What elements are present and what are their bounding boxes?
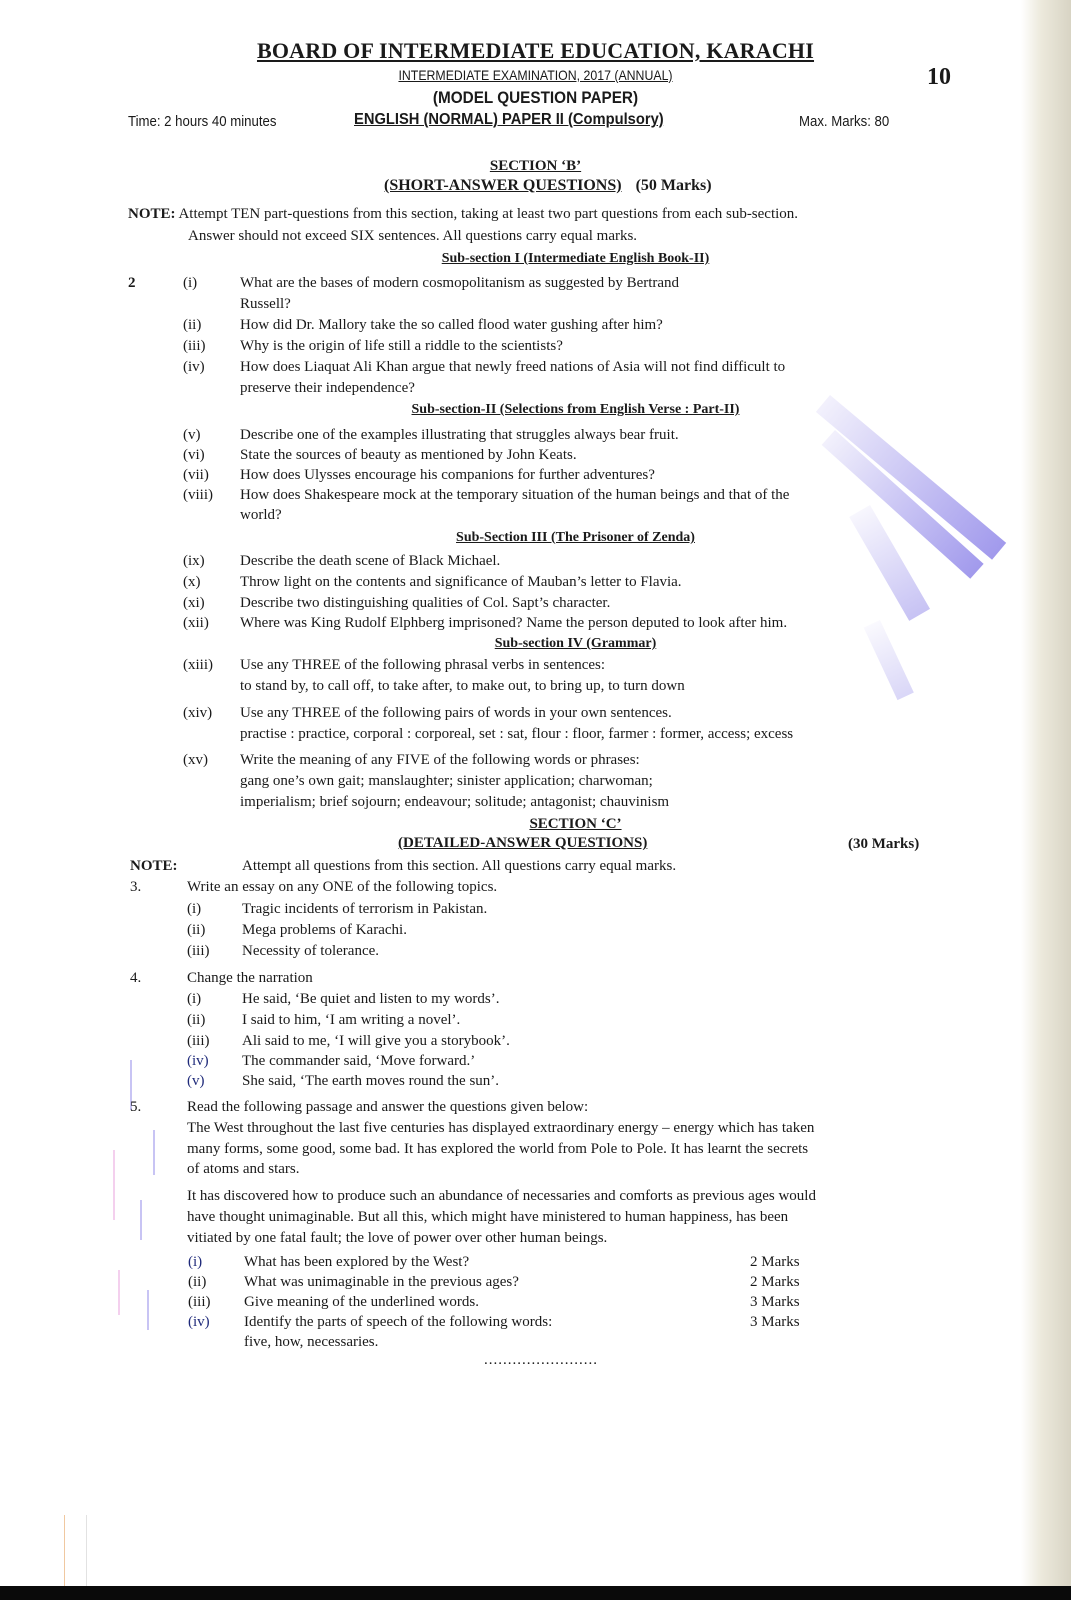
question-text: to stand by, to call off, to take after, to make out, to bring up, to turn down bbox=[240, 678, 685, 694]
item-number: (iii) bbox=[187, 943, 210, 959]
narration-text: The commander said, ‘Move forward.’ bbox=[242, 1053, 476, 1069]
question-text: world? bbox=[240, 507, 282, 523]
board-title: BOARD OF INTERMEDIATE EDUCATION, KARACHI bbox=[256, 38, 815, 63]
exam-title: INTERMEDIATE EXAMINATION, 2017 (ANNUAL) bbox=[398, 67, 673, 83]
question-text: How does Liaquat Ali Khan argue that newly freed nations of Asia will not find difficult to bbox=[240, 359, 786, 375]
section-b-subtitle-row bbox=[384, 177, 712, 195]
page-edge-shadow bbox=[1021, 0, 1071, 1600]
question-text: practise : practice, corporal : corporeal, set : sat, flour : floor, farmer : former, access; excess bbox=[240, 726, 794, 742]
passage-line: of atoms and stars. bbox=[187, 1161, 300, 1177]
passage-line: The West throughout the last five centuries has displayed extraordinary energy – energy which has taken bbox=[187, 1120, 815, 1136]
question-text: preserve their independence? bbox=[240, 380, 415, 396]
item-number: (ii) bbox=[183, 317, 202, 333]
item-number: (iv) bbox=[187, 1053, 209, 1069]
item-number: (x) bbox=[183, 574, 201, 590]
item-number: (i) bbox=[187, 901, 202, 917]
question-text: Describe one of the examples illustrating that struggles always bear fruit. bbox=[240, 427, 679, 443]
question-marks: 2 Marks bbox=[750, 1274, 800, 1290]
question-text: State the sources of beauty as mentioned by John Keats. bbox=[240, 447, 577, 463]
comprehension-question: Give meaning of the underlined words. bbox=[244, 1294, 479, 1310]
narration-text: He said, ‘Be quiet and listen to my words’. bbox=[242, 991, 500, 1007]
question-number: 2 bbox=[128, 275, 136, 291]
item-number: (xv) bbox=[183, 752, 208, 768]
pen-mark bbox=[147, 1290, 149, 1330]
item-number: (iii) bbox=[188, 1294, 211, 1310]
narration-text: She said, ‘The earth moves round the sun’. bbox=[242, 1073, 500, 1089]
pen-mark bbox=[153, 1130, 155, 1175]
question-text: Why is the origin of life still a riddle to the scientists? bbox=[240, 338, 563, 354]
question-text: gang one’s own gait; manslaughter; sinister application; charwoman; bbox=[240, 773, 653, 789]
note-label: NOTE: bbox=[130, 858, 178, 874]
topic-text: Mega problems of Karachi. bbox=[242, 922, 407, 938]
item-number: (v) bbox=[183, 427, 201, 443]
question-number: 3. bbox=[130, 879, 142, 895]
section-c-marks: (30 Marks) bbox=[848, 836, 920, 852]
item-number: (iii) bbox=[187, 1033, 210, 1049]
max-marks: Max. Marks: 80 bbox=[799, 113, 890, 130]
item-number: (iv) bbox=[183, 359, 205, 375]
narration-text: Ali said to me, ‘I will give you a storybook’. bbox=[242, 1033, 510, 1049]
subsection-title: Sub-section-II (Selections from English Verse : Part-II) bbox=[411, 402, 740, 417]
question-marks: 3 Marks bbox=[750, 1294, 800, 1310]
question-text: How did Dr. Mallory take the so called flood water gushing after him? bbox=[240, 317, 663, 333]
question-text: How does Shakespeare mock at the temporary situation of the human beings and that of the bbox=[240, 487, 790, 503]
question-text: Change the narration bbox=[187, 970, 313, 986]
passage-line: have thought unimaginable. But all this, which might have ministered to human happiness, has been bbox=[187, 1209, 789, 1225]
model-paper-title: (MODEL QUESTION PAPER) bbox=[432, 88, 639, 107]
item-number: (i) bbox=[188, 1254, 203, 1270]
item-number: (i) bbox=[187, 991, 202, 1007]
question-text: imperialism; brief sojourn; endeavour; solitude; antagonist; chauvinism bbox=[240, 794, 670, 810]
item-number: (ii) bbox=[187, 922, 206, 938]
section-c-note: Attempt all questions from this section. All questions carry equal marks. bbox=[242, 858, 677, 874]
question-text: Use any THREE of the following pairs of words in your own sentences. bbox=[240, 705, 672, 721]
item-number: (vi) bbox=[183, 447, 205, 463]
question-number: 4. bbox=[130, 970, 142, 986]
question-text: Read the following passage and answer the questions given below: bbox=[187, 1099, 589, 1115]
item-number: (iv) bbox=[188, 1314, 210, 1330]
time-allowed: Time: 2 hours 40 minutes bbox=[128, 113, 277, 130]
end-marker: ........................ bbox=[484, 1352, 598, 1368]
item-number: (ii) bbox=[187, 1012, 206, 1028]
note-line-1: Attempt TEN part-questions from this section, taking at least two part questions from each sub-section. bbox=[178, 206, 799, 222]
item-number: (ii) bbox=[188, 1274, 207, 1290]
question-text: Use any THREE of the following phrasal verbs in sentences: bbox=[240, 657, 606, 673]
section-b-subtitle: (SHORT-ANSWER QUESTIONS) bbox=[384, 177, 622, 194]
topic-text: Necessity of tolerance. bbox=[242, 943, 380, 959]
pen-mark bbox=[140, 1200, 142, 1240]
question-text: Throw light on the contents and significance of Mauban’s letter to Flavia. bbox=[240, 574, 682, 590]
question-number: 5. bbox=[130, 1099, 142, 1115]
item-number: (xi) bbox=[183, 595, 205, 611]
subsection-title: Sub-Section III (The Prisoner of Zenda) bbox=[456, 530, 695, 545]
section-c-subtitle: (DETAILED-ANSWER QUESTIONS) bbox=[398, 835, 648, 851]
section-b-title: SECTION ‘B’ bbox=[489, 158, 582, 174]
question-text: Write an essay on any ONE of the following topics. bbox=[187, 879, 498, 895]
comprehension-question: What has been explored by the West? bbox=[244, 1254, 470, 1270]
question-text: Russell? bbox=[240, 296, 291, 312]
item-number: (xiv) bbox=[183, 705, 213, 721]
question-text: Describe two distinguishing qualities of Col. Sapt’s character. bbox=[240, 595, 611, 611]
note-label: NOTE: bbox=[128, 206, 176, 222]
comprehension-question: What was unimaginable in the previous ages? bbox=[244, 1274, 519, 1290]
item-number: (viii) bbox=[183, 487, 213, 503]
topic-text: Tragic incidents of terrorism in Pakistan. bbox=[242, 901, 488, 917]
item-number: (xiii) bbox=[183, 657, 213, 673]
section-c-title: SECTION ‘C’ bbox=[529, 816, 622, 832]
page-number: 10 bbox=[927, 64, 951, 90]
question-text: Write the meaning of any FIVE of the following words or phrases: bbox=[240, 752, 640, 768]
question-text: Where was King Rudolf Elphberg imprisoned? Name the person deputed to look after him. bbox=[240, 615, 788, 631]
passage-line: vitiated by one fatal fault; the love of power over other human beings. bbox=[187, 1230, 608, 1246]
comprehension-question: Identify the parts of speech of the following words: bbox=[244, 1314, 553, 1330]
scan-bottom-edge bbox=[0, 1586, 1071, 1600]
pen-mark bbox=[113, 1150, 115, 1220]
passage-line: It has discovered how to produce such an abundance of necessaries and comforts as previous ages would bbox=[187, 1188, 816, 1204]
item-number: (xii) bbox=[183, 615, 209, 631]
item-number: (i) bbox=[183, 275, 198, 291]
question-text: What are the bases of modern cosmopolitanism as suggested by Bertrand bbox=[240, 275, 680, 291]
passage-line: many forms, some good, some bad. It has explored the world from Pole to Pole. It has learnt the secrets bbox=[187, 1141, 809, 1157]
subsection-title: Sub-section IV (Grammar) bbox=[494, 636, 657, 651]
section-b-note bbox=[128, 206, 798, 223]
question-marks: 2 Marks bbox=[750, 1254, 800, 1270]
comprehension-question: five, how, necessaries. bbox=[244, 1334, 379, 1350]
question-text: Describe the death scene of Black Michael. bbox=[240, 553, 501, 569]
note-line-2: Answer should not exceed SIX sentences. All questions carry equal marks. bbox=[188, 228, 638, 244]
question-marks: 3 Marks bbox=[750, 1314, 800, 1330]
item-number: (vii) bbox=[183, 467, 209, 483]
paper-title: ENGLISH (NORMAL) PAPER II (Compulsory) bbox=[354, 111, 664, 128]
subsection-title: Sub-section I (Intermediate English Book-II) bbox=[441, 251, 710, 266]
question-text: How does Ulysses encourage his companions for further adventures? bbox=[240, 467, 655, 483]
item-number: (ix) bbox=[183, 553, 205, 569]
section-b-marks: (50 Marks) bbox=[635, 177, 712, 194]
pen-mark bbox=[118, 1270, 120, 1315]
item-number: (v) bbox=[187, 1073, 205, 1089]
item-number: (iii) bbox=[183, 338, 206, 354]
narration-text: I said to him, ‘I am writing a novel’. bbox=[242, 1012, 461, 1028]
